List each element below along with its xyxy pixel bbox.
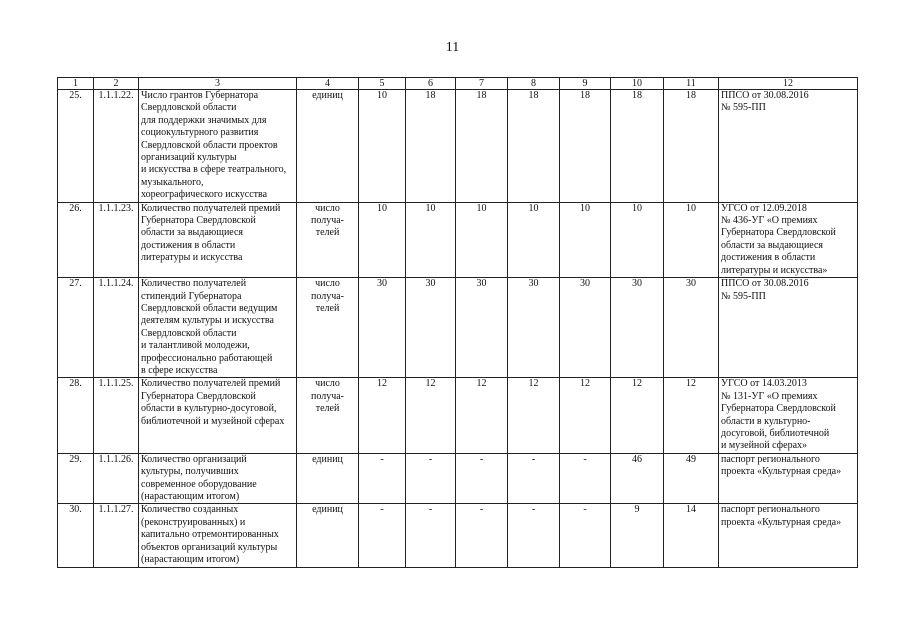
source-document: ППСО от 30.08.2016 № 595-ПП <box>719 278 858 378</box>
indicator-code: 1.1.1.25. <box>94 378 139 453</box>
column-number-header-row <box>58 78 858 90</box>
unit-of-measure: единиц <box>297 90 359 203</box>
source-document: ППСО от 30.08.2016 № 595-ПП <box>719 90 858 203</box>
value-col-8: 12 <box>508 378 560 453</box>
source-document: паспорт регионального проекта «Культурная среда» <box>719 504 858 568</box>
table-row <box>58 378 858 453</box>
indicator-description: Количество организаций культуры, получивших современное оборудование (нарастающим итогом) <box>139 453 297 504</box>
value-col-8: 30 <box>508 278 560 378</box>
table-row <box>58 202 858 277</box>
value-col-9: 18 <box>560 90 611 203</box>
value-col-7: 10 <box>456 202 508 277</box>
value-col-8: 18 <box>508 90 560 203</box>
column-header: 7 <box>456 78 508 90</box>
row-number: 26. <box>58 202 94 277</box>
column-header: 5 <box>359 78 406 90</box>
value-col-10: 30 <box>611 278 664 378</box>
value-col-5: 30 <box>359 278 406 378</box>
value-col-10: 9 <box>611 504 664 568</box>
value-col-6: - <box>406 453 456 504</box>
indicator-code: 1.1.1.22. <box>94 90 139 203</box>
value-col-5: - <box>359 504 406 568</box>
table-row <box>58 90 858 203</box>
value-col-10: 46 <box>611 453 664 504</box>
value-col-9: 12 <box>560 378 611 453</box>
indicator-description: Количество получателей премий Губернатора Свердловской области в культурно-досуговой, библиотечной и музейной сферах <box>139 378 297 453</box>
value-col-11: 14 <box>664 504 719 568</box>
value-col-7: - <box>456 453 508 504</box>
indicator-code: 1.1.1.24. <box>94 278 139 378</box>
value-col-6: 10 <box>406 202 456 277</box>
row-number: 28. <box>58 378 94 453</box>
value-col-11: 18 <box>664 90 719 203</box>
unit-of-measure: единиц <box>297 504 359 568</box>
value-col-7: - <box>456 504 508 568</box>
value-col-10: 18 <box>611 90 664 203</box>
value-col-7: 18 <box>456 90 508 203</box>
column-header: 8 <box>508 78 560 90</box>
indicator-code: 1.1.1.26. <box>94 453 139 504</box>
value-col-6: 30 <box>406 278 456 378</box>
value-col-8: - <box>508 504 560 568</box>
row-number: 29. <box>58 453 94 504</box>
value-col-8: - <box>508 453 560 504</box>
value-col-9: - <box>560 453 611 504</box>
value-col-7: 30 <box>456 278 508 378</box>
column-header: 4 <box>297 78 359 90</box>
indicator-description: Количество получателей премий Губернатора Свердловской области за выдающиеся достижения в области литературы и искусства <box>139 202 297 277</box>
value-col-11: 12 <box>664 378 719 453</box>
column-header: 9 <box>560 78 611 90</box>
indicator-code: 1.1.1.27. <box>94 504 139 568</box>
value-col-6: - <box>406 504 456 568</box>
row-number: 25. <box>58 90 94 203</box>
value-col-6: 18 <box>406 90 456 203</box>
value-col-11: 49 <box>664 453 719 504</box>
table-row <box>58 278 858 378</box>
indicators-table <box>57 77 858 568</box>
column-header: 6 <box>406 78 456 90</box>
value-col-11: 10 <box>664 202 719 277</box>
source-document: УГСО от 12.09.2018 № 436-УГ «О премиях Губернатора Свердловской области за выдающиеся достижения в области литературы и искусства» <box>719 202 858 277</box>
value-col-9: 10 <box>560 202 611 277</box>
page-number: 11 <box>445 40 460 55</box>
unit-of-measure: единиц <box>297 453 359 504</box>
value-col-11: 30 <box>664 278 719 378</box>
indicator-code: 1.1.1.23. <box>94 202 139 277</box>
row-number: 30. <box>58 504 94 568</box>
value-col-8: 10 <box>508 202 560 277</box>
indicator-description: Количество получателей стипендий Губернатора Свердловской области ведущим деятелям культуры и искусства Свердловской области и талантливой молодежи, профессионально работающей в сфере искусства <box>139 278 297 378</box>
value-col-5: 12 <box>359 378 406 453</box>
table-row <box>58 453 858 504</box>
value-col-10: 10 <box>611 202 664 277</box>
source-document: паспорт регионального проекта «Культурная среда» <box>719 453 858 504</box>
value-col-5: 10 <box>359 90 406 203</box>
column-header: 11 <box>664 78 719 90</box>
unit-of-measure: число получа- телей <box>297 278 359 378</box>
value-col-10: 12 <box>611 378 664 453</box>
value-col-5: - <box>359 453 406 504</box>
column-header: 2 <box>94 78 139 90</box>
column-header: 10 <box>611 78 664 90</box>
value-col-7: 12 <box>456 378 508 453</box>
indicator-description: Количество созданных (реконструированных) и капитально отремонтированных объектов организаций культуры (нарастающим итогом) <box>139 504 297 568</box>
table-row <box>58 504 858 568</box>
unit-of-measure: число получа- телей <box>297 202 359 277</box>
column-header: 3 <box>139 78 297 90</box>
value-col-9: 30 <box>560 278 611 378</box>
value-col-6: 12 <box>406 378 456 453</box>
column-header: 1 <box>58 78 94 90</box>
unit-of-measure: число получа- телей <box>297 378 359 453</box>
indicator-description: Число грантов Губернатора Свердловской области для поддержки значимых для социокультурного развития Свердловской области проектов организаций культуры и искусства в сфере театрального, музыкального, хореографического искусства <box>139 90 297 203</box>
row-number: 27. <box>58 278 94 378</box>
value-col-5: 10 <box>359 202 406 277</box>
column-header: 12 <box>719 78 858 90</box>
value-col-9: - <box>560 504 611 568</box>
source-document: УГСО от 14.03.2013 № 131-УГ «О премиях Губернатора Свердловской области в культурно- досуговой, библиотечной и музейной сферах» <box>719 378 858 453</box>
